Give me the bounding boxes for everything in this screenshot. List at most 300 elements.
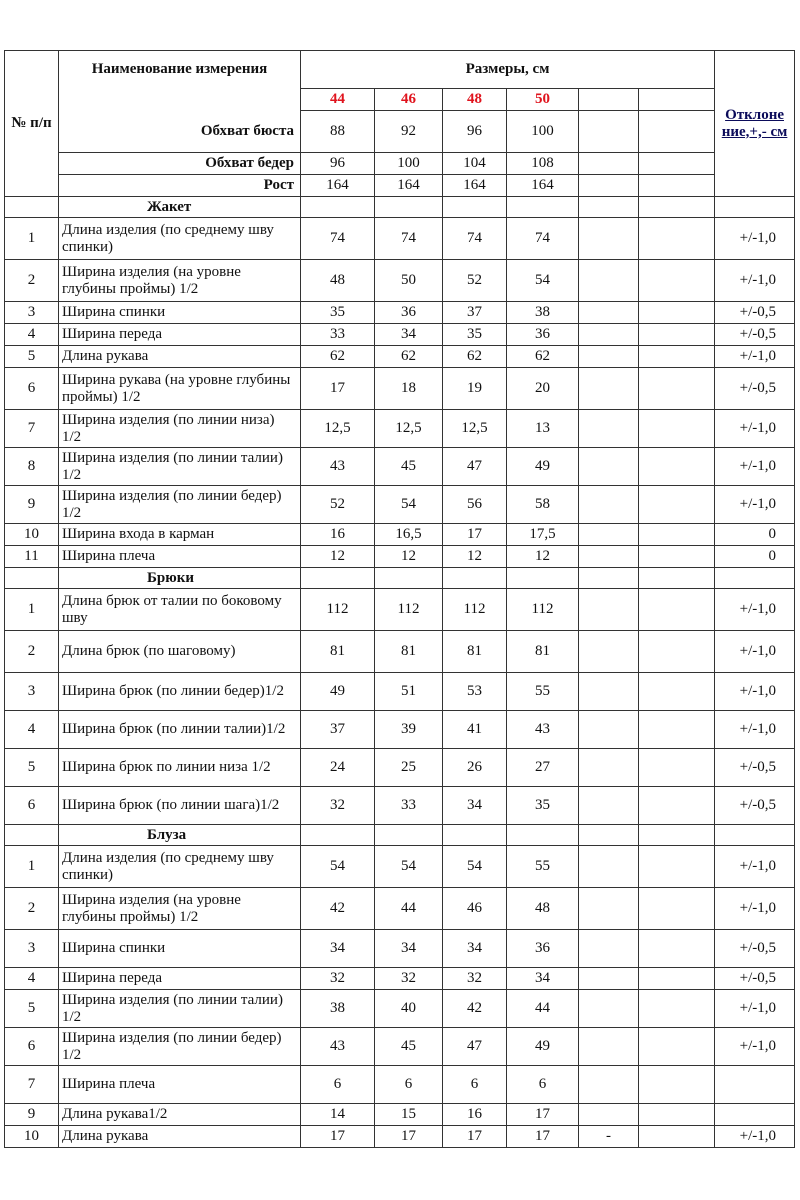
value-size-46: 45	[375, 448, 443, 486]
extra-cell-2	[639, 711, 715, 749]
extra-cell-1	[579, 930, 639, 968]
table-row	[5, 968, 795, 990]
value-size-44: 81	[301, 631, 375, 673]
extra-cell-2	[639, 589, 715, 631]
value-size-48: 12	[443, 546, 507, 568]
row-number: 2	[5, 631, 59, 673]
section-header-row	[5, 568, 795, 589]
extra-cell-2	[639, 1104, 715, 1126]
empty-cell	[639, 825, 715, 846]
value-size-46: 45	[375, 1028, 443, 1066]
value-size-48: 53	[443, 673, 507, 711]
extra-cell-2	[639, 218, 715, 260]
value-size-50: 44	[507, 990, 579, 1028]
deviation-value: +/-1,0	[715, 346, 795, 368]
value-size-46: 18	[375, 368, 443, 410]
table-row	[5, 1028, 795, 1066]
value-size-46: 15	[375, 1104, 443, 1126]
row-number: 5	[5, 346, 59, 368]
extra-cell-1	[579, 486, 639, 524]
value-size-46: 17	[375, 1126, 443, 1148]
measurement-name: Ширина брюк (по линии бедер)1/2	[59, 673, 301, 711]
deviation-value: +/-0,5	[715, 930, 795, 968]
table-row	[5, 930, 795, 968]
extra-cell-2	[639, 448, 715, 486]
value-size-44: 24	[301, 749, 375, 787]
extra-cell-2	[639, 990, 715, 1028]
extra-cell-2	[639, 368, 715, 410]
extra-cell-1	[579, 589, 639, 631]
row-number: 10	[5, 524, 59, 546]
section-title: Жакет	[59, 197, 301, 218]
empty-cell	[579, 568, 639, 589]
value-size-46: 34	[375, 930, 443, 968]
measure-value: 164	[301, 175, 375, 197]
value-size-48: 12,5	[443, 410, 507, 448]
empty-cell	[5, 197, 59, 218]
empty-cell	[579, 111, 639, 153]
value-size-48: 62	[443, 346, 507, 368]
table-row	[5, 524, 795, 546]
value-size-48: 74	[443, 218, 507, 260]
extra-cell-1	[579, 749, 639, 787]
value-size-50: 12	[507, 546, 579, 568]
measurement-name: Ширина изделия (по линии бедер) 1/2	[59, 1028, 301, 1066]
measurement-name: Длина изделия (по среднему шву спинки)	[59, 218, 301, 260]
value-size-50: 35	[507, 787, 579, 825]
value-size-48: 54	[443, 846, 507, 888]
measure-value: 104	[443, 153, 507, 175]
value-size-48: 112	[443, 589, 507, 631]
row-number: 5	[5, 749, 59, 787]
deviation-value: 0	[715, 524, 795, 546]
extra-cell-1	[579, 711, 639, 749]
measure-value: 108	[507, 153, 579, 175]
empty-cell	[579, 197, 639, 218]
row-number: 3	[5, 673, 59, 711]
empty-cell	[639, 111, 715, 153]
empty-cell	[443, 197, 507, 218]
value-size-46: 81	[375, 631, 443, 673]
table-row	[5, 410, 795, 448]
extra-cell-1	[579, 1066, 639, 1104]
row-number: 4	[5, 324, 59, 346]
value-size-50: 112	[507, 589, 579, 631]
extra-cell-2	[639, 546, 715, 568]
extra-cell-1	[579, 324, 639, 346]
value-size-44: 32	[301, 968, 375, 990]
extra-cell-1	[579, 631, 639, 673]
table-row	[5, 711, 795, 749]
value-size-50: 17	[507, 1126, 579, 1148]
value-size-44: 62	[301, 346, 375, 368]
row-number: 1	[5, 218, 59, 260]
extra-cell-2	[639, 787, 715, 825]
extra-cell-2	[639, 486, 715, 524]
extra-cell-2	[639, 302, 715, 324]
value-size-44: 34	[301, 930, 375, 968]
value-size-46: 40	[375, 990, 443, 1028]
extra-cell-2	[639, 1066, 715, 1104]
value-size-50: 49	[507, 448, 579, 486]
value-size-44: 32	[301, 787, 375, 825]
extra-cell-1	[579, 990, 639, 1028]
value-size-46: 34	[375, 324, 443, 346]
value-size-44: 43	[301, 448, 375, 486]
value-size-48: 52	[443, 260, 507, 302]
empty-cell	[507, 197, 579, 218]
deviation-value: +/-1,0	[715, 589, 795, 631]
table-row	[5, 749, 795, 787]
value-size-44: 33	[301, 324, 375, 346]
deviation-value	[715, 1066, 795, 1104]
value-size-46: 12,5	[375, 410, 443, 448]
value-size-48: 32	[443, 968, 507, 990]
measure-value: 96	[443, 111, 507, 153]
value-size-44: 48	[301, 260, 375, 302]
value-size-48: 37	[443, 302, 507, 324]
size-44: 44	[301, 89, 375, 111]
row-number: 7	[5, 1066, 59, 1104]
value-size-46: 74	[375, 218, 443, 260]
deviation-value: +/-1,0	[715, 846, 795, 888]
extra-cell-1	[579, 346, 639, 368]
measurement-name: Длина рукава	[59, 1126, 301, 1148]
value-size-48: 35	[443, 324, 507, 346]
measure-value: 88	[301, 111, 375, 153]
deviation-value: +/-1,0	[715, 1028, 795, 1066]
value-size-46: 32	[375, 968, 443, 990]
value-size-44: 49	[301, 673, 375, 711]
row-number: 4	[5, 968, 59, 990]
value-size-48: 6	[443, 1066, 507, 1104]
measurement-name: Ширина спинки	[59, 930, 301, 968]
deviation-value: +/-1,0	[715, 673, 795, 711]
table-row	[5, 368, 795, 410]
value-size-50: 6	[507, 1066, 579, 1104]
col-sizes-header: Размеры, см	[301, 51, 715, 89]
value-size-50: 62	[507, 346, 579, 368]
extra-cell-1	[579, 302, 639, 324]
measurement-name: Ширина изделия (на уровне глубины проймы) 1/2	[59, 260, 301, 302]
row-number: 11	[5, 546, 59, 568]
value-size-46: 62	[375, 346, 443, 368]
extra-cell-1	[579, 673, 639, 711]
section-title: Блуза	[59, 825, 301, 846]
value-size-46: 112	[375, 589, 443, 631]
empty-cell	[507, 568, 579, 589]
measurement-name: Ширина плеча	[59, 1066, 301, 1104]
value-size-50: 55	[507, 673, 579, 711]
value-size-50: 38	[507, 302, 579, 324]
extra-cell-1: -	[579, 1126, 639, 1148]
empty-cell	[639, 568, 715, 589]
value-size-46: 6	[375, 1066, 443, 1104]
col-deviation-header: Отклоне ние,+,- см	[715, 51, 795, 197]
value-size-44: 74	[301, 218, 375, 260]
value-size-46: 50	[375, 260, 443, 302]
empty-cell	[301, 825, 375, 846]
value-size-44: 12	[301, 546, 375, 568]
value-size-48: 56	[443, 486, 507, 524]
measure-value: 96	[301, 153, 375, 175]
section-header-row	[5, 825, 795, 846]
value-size-48: 17	[443, 524, 507, 546]
value-size-50: 13	[507, 410, 579, 448]
value-size-50: 36	[507, 324, 579, 346]
measurement-name: Ширина брюк (по линии шага)1/2	[59, 787, 301, 825]
section-title: Брюки	[59, 568, 301, 589]
col-name-header: Наименование измерения	[59, 51, 301, 89]
value-size-50: 49	[507, 1028, 579, 1066]
value-size-50: 36	[507, 930, 579, 968]
measurement-name: Ширина плеча	[59, 546, 301, 568]
table-row	[5, 589, 795, 631]
value-size-50: 43	[507, 711, 579, 749]
value-size-44: 14	[301, 1104, 375, 1126]
value-size-44: 37	[301, 711, 375, 749]
deviation-value: +/-1,0	[715, 711, 795, 749]
measure-label: Обхват бюста	[59, 111, 301, 153]
table-row	[5, 324, 795, 346]
measure-value: 92	[375, 111, 443, 153]
value-size-46: 25	[375, 749, 443, 787]
value-size-46: 54	[375, 846, 443, 888]
measurement-name: Ширина изделия (по линии талии) 1/2	[59, 448, 301, 486]
empty-cell	[579, 825, 639, 846]
measure-label: Рост	[59, 175, 301, 197]
deviation-value: +/-1,0	[715, 448, 795, 486]
col-num-header: № п/п	[5, 51, 59, 197]
empty-cell	[639, 197, 715, 218]
extra-cell-1	[579, 968, 639, 990]
value-size-50: 17	[507, 1104, 579, 1126]
size-empty-1	[579, 89, 639, 111]
value-size-48: 34	[443, 787, 507, 825]
extra-cell-2	[639, 346, 715, 368]
extra-cell-1	[579, 1104, 639, 1126]
deviation-value: +/-0,5	[715, 302, 795, 324]
value-size-50: 81	[507, 631, 579, 673]
value-size-50: 17,5	[507, 524, 579, 546]
table-row	[5, 673, 795, 711]
extra-cell-1	[579, 846, 639, 888]
row-number: 9	[5, 1104, 59, 1126]
value-size-44: 52	[301, 486, 375, 524]
value-size-44: 17	[301, 368, 375, 410]
measure-value: 164	[507, 175, 579, 197]
empty-cell	[5, 825, 59, 846]
value-size-48: 46	[443, 888, 507, 930]
value-size-46: 39	[375, 711, 443, 749]
table-row	[5, 1126, 795, 1148]
deviation-value: +/-1,0	[715, 218, 795, 260]
value-size-50: 27	[507, 749, 579, 787]
size-48: 48	[443, 89, 507, 111]
value-size-50: 48	[507, 888, 579, 930]
value-size-46: 12	[375, 546, 443, 568]
measurement-name: Ширина спинки	[59, 302, 301, 324]
table-row	[5, 346, 795, 368]
value-size-46: 33	[375, 787, 443, 825]
extra-cell-2	[639, 930, 715, 968]
deviation-value	[715, 1104, 795, 1126]
measurement-name: Ширина изделия (по линии низа) 1/2	[59, 410, 301, 448]
measure-value: 164	[443, 175, 507, 197]
size-empty-2	[639, 89, 715, 111]
deviation-value: +/-1,0	[715, 1126, 795, 1148]
extra-cell-1	[579, 368, 639, 410]
value-size-48: 34	[443, 930, 507, 968]
value-size-48: 41	[443, 711, 507, 749]
measurement-name: Ширина переда	[59, 324, 301, 346]
value-size-46: 16,5	[375, 524, 443, 546]
extra-cell-2	[639, 324, 715, 346]
extra-cell-1	[579, 260, 639, 302]
name-header-spacer	[59, 89, 301, 111]
size-50: 50	[507, 89, 579, 111]
row-number: 3	[5, 302, 59, 324]
value-size-46: 44	[375, 888, 443, 930]
measurement-name: Ширина изделия (по линии бедер) 1/2	[59, 486, 301, 524]
empty-cell	[443, 568, 507, 589]
value-size-50: 54	[507, 260, 579, 302]
value-size-48: 47	[443, 448, 507, 486]
empty-cell	[443, 825, 507, 846]
empty-cell	[715, 197, 795, 218]
table-row	[5, 260, 795, 302]
row-number: 6	[5, 1028, 59, 1066]
empty-cell	[715, 568, 795, 589]
row-number: 9	[5, 486, 59, 524]
row-number: 6	[5, 787, 59, 825]
empty-cell	[5, 568, 59, 589]
extra-cell-2	[639, 1028, 715, 1066]
size-46: 46	[375, 89, 443, 111]
measurement-name: Ширина изделия (по линии талии) 1/2	[59, 990, 301, 1028]
deviation-value: +/-0,5	[715, 787, 795, 825]
extra-cell-2	[639, 888, 715, 930]
measure-value: 100	[375, 153, 443, 175]
measurement-name: Ширина брюк по линии низа 1/2	[59, 749, 301, 787]
row-number: 2	[5, 260, 59, 302]
value-size-48: 16	[443, 1104, 507, 1126]
table-row	[5, 846, 795, 888]
empty-cell	[301, 197, 375, 218]
extra-cell-1	[579, 888, 639, 930]
extra-cell-2	[639, 410, 715, 448]
deviation-value: +/-1,0	[715, 410, 795, 448]
measurement-name: Ширина рукава (на уровне глубины проймы) 1/2	[59, 368, 301, 410]
extra-cell-1	[579, 1028, 639, 1066]
row-number: 10	[5, 1126, 59, 1148]
value-size-48: 42	[443, 990, 507, 1028]
measurement-name: Длина брюк (по шаговому)	[59, 631, 301, 673]
empty-cell	[639, 153, 715, 175]
value-size-46: 36	[375, 302, 443, 324]
extra-cell-2	[639, 968, 715, 990]
deviation-value: +/-0,5	[715, 968, 795, 990]
extra-cell-2	[639, 631, 715, 673]
value-size-50: 74	[507, 218, 579, 260]
empty-cell	[579, 175, 639, 197]
empty-cell	[579, 153, 639, 175]
measure-label: Обхват бедер	[59, 153, 301, 175]
table-row	[5, 787, 795, 825]
value-size-44: 16	[301, 524, 375, 546]
extra-cell-1	[579, 787, 639, 825]
deviation-value: 0	[715, 546, 795, 568]
extra-cell-2	[639, 260, 715, 302]
value-size-44: 38	[301, 990, 375, 1028]
value-size-44: 43	[301, 1028, 375, 1066]
value-size-50: 55	[507, 846, 579, 888]
table-row	[5, 990, 795, 1028]
row-number: 8	[5, 448, 59, 486]
row-number: 1	[5, 846, 59, 888]
table-row	[5, 631, 795, 673]
deviation-value: +/-1,0	[715, 990, 795, 1028]
row-number: 1	[5, 589, 59, 631]
measurement-table	[4, 50, 795, 1148]
value-size-50: 58	[507, 486, 579, 524]
measurement-name: Ширина изделия (на уровне глубины проймы) 1/2	[59, 888, 301, 930]
empty-cell	[375, 825, 443, 846]
value-size-46: 54	[375, 486, 443, 524]
value-size-44: 12,5	[301, 410, 375, 448]
table-row	[5, 1104, 795, 1126]
measure-value: 164	[375, 175, 443, 197]
empty-cell	[715, 825, 795, 846]
deviation-value: +/-0,5	[715, 324, 795, 346]
value-size-48: 47	[443, 1028, 507, 1066]
measurement-name: Длина брюк от талии по боковому шву	[59, 589, 301, 631]
table-row	[5, 888, 795, 930]
deviation-value: +/-1,0	[715, 260, 795, 302]
table-row	[5, 302, 795, 324]
row-number: 3	[5, 930, 59, 968]
table-row	[5, 486, 795, 524]
empty-cell	[639, 175, 715, 197]
value-size-50: 34	[507, 968, 579, 990]
extra-cell-2	[639, 749, 715, 787]
extra-cell-1	[579, 524, 639, 546]
table-row	[5, 218, 795, 260]
deviation-value: +/-0,5	[715, 368, 795, 410]
row-number: 5	[5, 990, 59, 1028]
measurement-name: Длина изделия (по среднему шву спинки)	[59, 846, 301, 888]
row-number: 2	[5, 888, 59, 930]
value-size-44: 112	[301, 589, 375, 631]
value-size-44: 6	[301, 1066, 375, 1104]
value-size-46: 51	[375, 673, 443, 711]
extra-cell-1	[579, 218, 639, 260]
empty-cell	[301, 568, 375, 589]
value-size-44: 54	[301, 846, 375, 888]
measurement-name: Длина рукава1/2	[59, 1104, 301, 1126]
value-size-44: 42	[301, 888, 375, 930]
empty-cell	[375, 197, 443, 218]
measurement-name: Длина рукава	[59, 346, 301, 368]
deviation-value: +/-0,5	[715, 749, 795, 787]
section-header-row	[5, 197, 795, 218]
value-size-48: 19	[443, 368, 507, 410]
value-size-48: 81	[443, 631, 507, 673]
extra-cell-2	[639, 1126, 715, 1148]
value-size-48: 17	[443, 1126, 507, 1148]
extra-cell-2	[639, 524, 715, 546]
measurement-name: Ширина входа в карман	[59, 524, 301, 546]
